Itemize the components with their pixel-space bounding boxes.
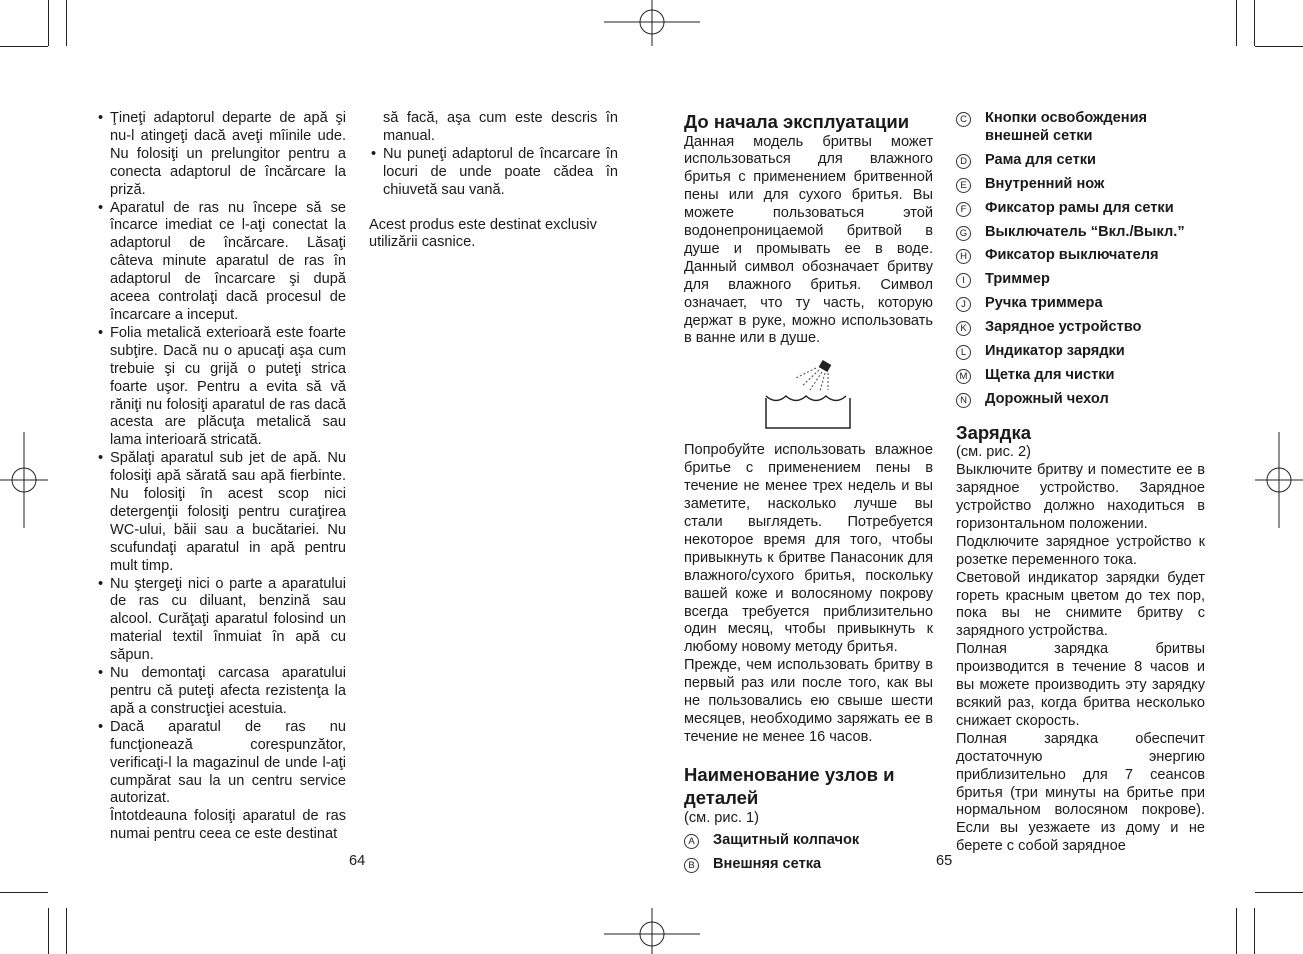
charging-figure-reference: (см. рис. 2) <box>956 444 1031 461</box>
parts-list-item <box>956 200 1205 218</box>
safety-bullet-list-continued <box>369 146 618 200</box>
crop-mark <box>1236 0 1237 46</box>
parts-list-item <box>684 856 933 874</box>
letter-circle-icon: B <box>684 858 699 873</box>
part-label: Ручка триммера <box>985 295 1103 312</box>
crop-mark <box>1254 908 1255 954</box>
crop-mark <box>48 908 49 954</box>
charging-paragraph: Полная зарядка бритвы производится в течение 8 часов и вы можете производить эту зарядку всякий раз, когда бритва несколько снижает скорость. <box>956 641 1205 729</box>
parts-list-item <box>956 110 1205 146</box>
registration-mark-icon <box>604 908 700 954</box>
charging-paragraph: Полная зарядка обеспечит достаточную энергию приблизительно для 7 сеансов бритья (три минуты на бритье при нормальном волосяном покрове). Если вы уезжаете из дому и не берете с собой зарядное <box>956 730 1205 855</box>
parts-list-item <box>956 391 1205 409</box>
crop-mark <box>1254 0 1255 46</box>
before-use-paragraph: Данная модель бритвы может использоваться для влажного бритья с применением бритвенной пены или для сухого бритья. Вы можете пользоваться этой водонепроницаемой бритвой в душе и промывать ее в воде. Данный символ обозначает бритву для влажного бритья. Символ означает, что ту часть, которую держат в руке, можно использовать в ванне или в душе. <box>684 133 933 347</box>
letter-circle-icon: K <box>956 321 971 336</box>
part-label: Внутренний нож <box>985 175 1105 192</box>
crop-mark <box>1236 908 1237 954</box>
part-label: Щетка для чистки <box>985 366 1115 383</box>
parts-list-item <box>956 176 1205 194</box>
parts-list-item <box>956 367 1205 385</box>
right-page-column-2 <box>956 110 1205 856</box>
registration-mark-icon <box>604 0 700 46</box>
letter-circle-icon: H <box>956 249 971 264</box>
continuation-paragraph: să facă, aşa cum este descris în manual. <box>383 110 618 144</box>
part-label: Выключатель “Вкл./Выкл.” <box>985 223 1185 240</box>
list-item: • Nu demontaţi carcasa aparatului pentru că puteţi afecta rezistenţa la apă a construcţiei acestuia. <box>96 665 346 719</box>
parts-list-item <box>956 295 1205 313</box>
part-label: Дорожный чехол <box>985 390 1109 407</box>
registration-mark-icon <box>1255 432 1303 528</box>
domestic-use-note: Acest produs este destinat exclusiv utilizării casnice. <box>369 216 597 251</box>
safety-bullet-list <box>96 110 346 808</box>
letter-circle-icon: J <box>956 297 971 312</box>
part-label: Фиксатор рамы для сетки <box>985 199 1174 216</box>
parts-list-item <box>956 343 1205 361</box>
list-item: • Aparatul de ras nu începe să se încarce imediat ce l-aţi conectat la adaptorul de încărcare. Lăsaţi câteva minute aparatul de ras în adaptorul de încarcare şi după aceea controlaţi dacă procesul de încarcare a inceput. <box>96 200 346 325</box>
charging-paragraph: Световой индикатор зарядки будет гореть красным цветом до тех пор, пока вы не снимите бритву с зарядного устройства. <box>956 569 1205 640</box>
part-label: Кнопки освобождения внешней сетки <box>985 110 1148 144</box>
letter-circle-icon: A <box>684 834 699 849</box>
list-item: • Nu puneţi adaptorul de încarcare în locuri de unde poate cădea în chiuvetă sau vană. <box>369 146 618 200</box>
crop-mark <box>48 0 49 46</box>
wet-shave-symbol-icon <box>764 360 854 430</box>
part-label: Фиксатор выключателя <box>985 247 1159 264</box>
list-item: • Spălaţi aparatul sub jet de apă. Nu folosiţi apă sărată sau apă fierbinte. Nu folosiţi în acest scop nici detergenţii folosiţi pentru curaţirea WC-ului, băii sau a bucătariei. Nu scufundaţi aparatul in apă pentru mult timp. <box>96 450 346 575</box>
part-label: Рама для сетки <box>985 151 1096 168</box>
part-label: Зарядное устройство <box>985 319 1142 336</box>
registration-mark-icon <box>0 432 48 528</box>
charging-paragraph: Выключите бритву и поместите ее в зарядное устройство. Зарядное устройство должно находиться в горизонтальном положении. <box>956 462 1205 532</box>
part-label: Триммер <box>985 271 1050 288</box>
page-number-left: 64 <box>349 853 366 869</box>
letter-circle-icon: C <box>956 112 971 127</box>
crop-mark <box>0 46 48 47</box>
list-item: • Nu ştergeţi nici o parte a aparatului de ras cu diluant, benzină sau alcool. Curăţaţi aparatul folosind un material textil înmuiat în apă cu săpun. <box>96 576 346 666</box>
letter-circle-icon: G <box>956 226 971 241</box>
parts-list-item <box>684 832 933 850</box>
letter-circle-icon: N <box>956 393 971 408</box>
left-page-column-2 <box>369 110 618 252</box>
letter-circle-icon: E <box>956 178 971 193</box>
crop-mark <box>1255 892 1303 893</box>
parts-list-item <box>956 247 1205 265</box>
parts-list-item <box>956 319 1205 337</box>
parts-list-item <box>956 271 1205 289</box>
page-number-right: 65 <box>936 853 953 869</box>
continuation-paragraph: Întotdeauna folosiţi aparatul de ras numai pentru ceea ce este destinat <box>110 808 346 843</box>
list-item: • Dacă aparatul de ras nu funcţionează corespunzător, verificaţi-l la magazinul de unde l-aţi cumpărat sau la un centru service autorizat. <box>96 719 346 809</box>
right-page-column-1 <box>684 110 933 880</box>
crop-mark <box>66 0 67 46</box>
letter-circle-icon: D <box>956 154 971 169</box>
left-page-column-1 <box>96 110 346 844</box>
crop-mark <box>0 892 48 893</box>
parts-list-item <box>956 224 1205 242</box>
part-label: Индикатор зарядки <box>985 343 1125 360</box>
parts-heading: Наименование узлов и деталей <box>684 763 895 809</box>
charging-paragraph: Подключите зарядное устройство к розетке переменного тока. <box>956 533 1205 568</box>
parts-list-item <box>956 152 1205 170</box>
letter-circle-icon: F <box>956 202 971 217</box>
letter-circle-icon: L <box>956 345 971 360</box>
part-label: Защитный колпачок <box>713 831 860 848</box>
letter-circle-icon: M <box>956 369 971 384</box>
crop-mark <box>66 908 67 954</box>
parts-figure-reference: (см. рис. 1) <box>684 809 759 826</box>
list-item: • Folia metalică exterioară este foarte subţire. Dacă nu o apucaţi aşa cum trebuie şi cu grijă o puteţi strica foarte uşor. Pentru a evita să vă răniţi nu folosiţi aparatul de ras dacă acesta are plăcuţa metalică sau lama interioară stricată. <box>96 325 346 450</box>
part-label: Внешняя сетка <box>713 855 822 872</box>
first-charge-paragraph: Прежде, чем использовать бритву в первый раз или после того, как вы не пользовались ею свыше шести месяцев, необходимо заряжать ее в течение не менее 16 часов. <box>684 657 933 745</box>
charging-heading: Зарядка <box>956 421 1032 443</box>
before-use-heading: До начала эксплуатации <box>684 111 910 132</box>
wet-shave-advice-paragraph: Попробуйте использовать влажное бритье с применением пены в течение не менее трех недель и вы заметите, насколько лучше вы стали выглядеть. Потребуется некоторое время для того, чтобы привыкнуть к бритве Панасоник для влажного/сухого бритья, поскольку вашей коже и волосяному покрову всегда требуется приблизительно один месяц, чтобы привыкнуть к любому новому методу бритья. <box>684 442 933 656</box>
crop-mark <box>1255 46 1303 47</box>
letter-circle-icon: I <box>956 273 971 288</box>
list-item: • Ţineţi adaptorul departe de apă şi nu-l atingeţi dacă aveţi mîinile ude. Nu folosiţi un prelungitor pentru a conecta adaptorul de încărcare la priză. <box>96 110 346 200</box>
